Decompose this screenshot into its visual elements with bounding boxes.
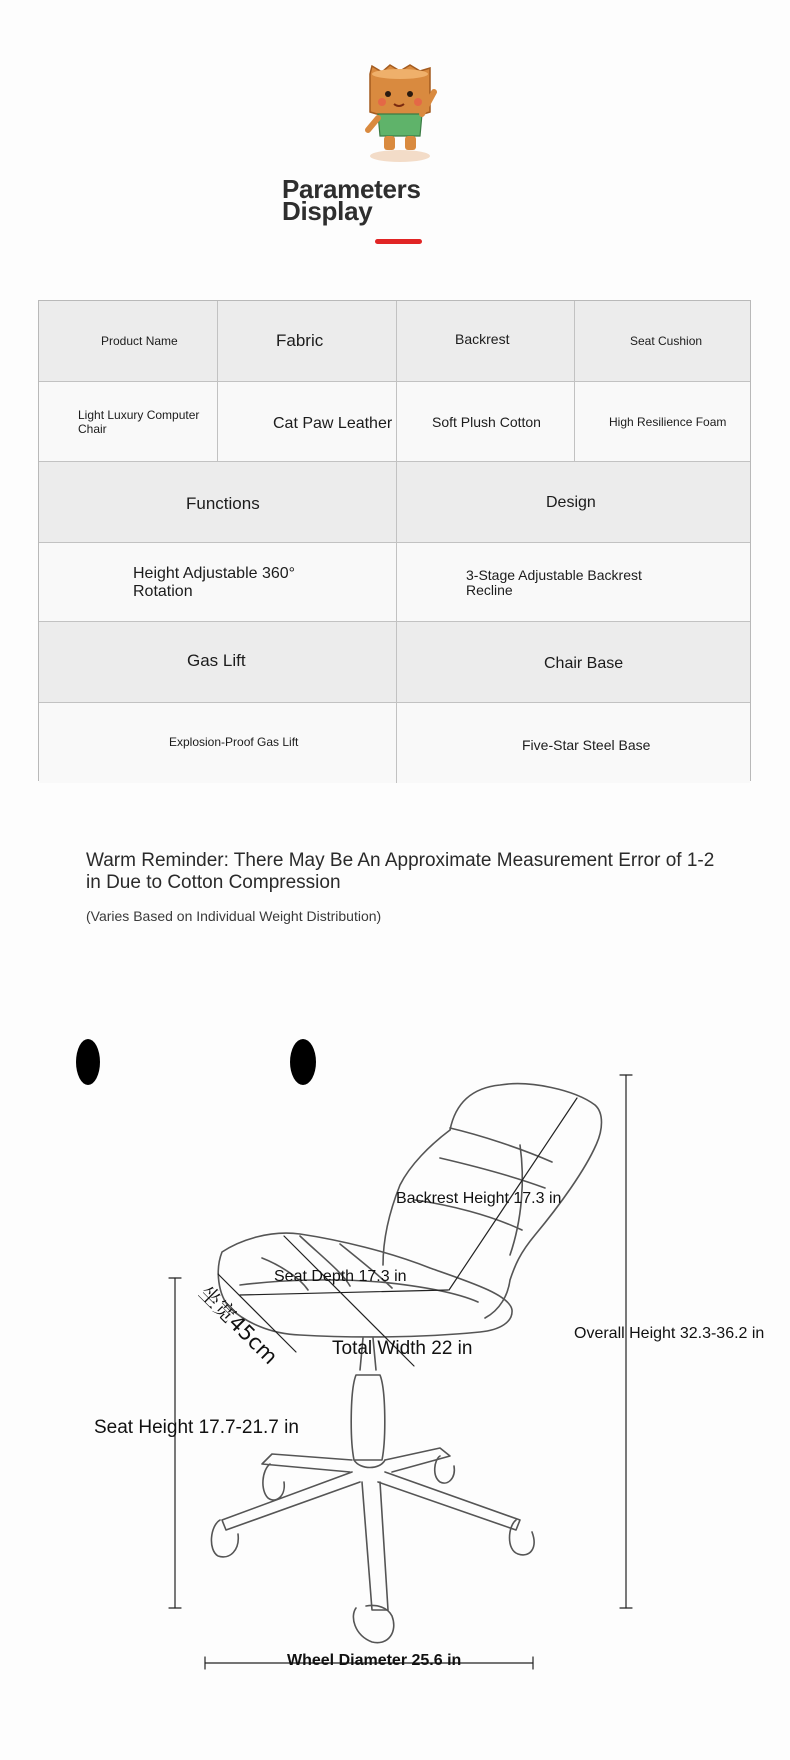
total-width-label: Total Width 22 in bbox=[332, 1338, 473, 1359]
table-cell: Chair Base bbox=[396, 622, 752, 703]
table-cell: Height Adjustable 360° Rotation bbox=[133, 564, 296, 600]
reminder-note: (Varies Based on Individual Weight Distribution) bbox=[86, 908, 382, 924]
table-cell: Five-Star Steel Base bbox=[396, 703, 752, 783]
table-cell: Backrest bbox=[396, 301, 574, 381]
table-row bbox=[39, 702, 750, 783]
table-cell: Gas Lift bbox=[187, 650, 246, 670]
wheel-diameter-label: Wheel Diameter 25.6 in bbox=[287, 1652, 462, 1669]
title-line-2: Display bbox=[282, 196, 373, 226]
table-row bbox=[39, 461, 750, 543]
seat-height-label: Seat Height 17.7-21.7 in bbox=[94, 1417, 299, 1438]
measurement-reminder: Warm Reminder: There May Be An Approximate Measurement Error of 1-2 in Due to Cotton Compression bbox=[86, 850, 715, 893]
chair-dimension-diagram bbox=[0, 1020, 790, 1720]
parameter-table bbox=[38, 300, 751, 781]
table-cell: Fabric bbox=[217, 301, 396, 381]
table-cell: Explosion-Proof Gas Lift bbox=[169, 735, 299, 749]
seat-width-label: 坐宽45cm bbox=[194, 1280, 283, 1370]
office-chair-line-drawing-icon bbox=[0, 1020, 790, 1720]
table-row bbox=[39, 542, 750, 622]
table-cell: Light Luxury Computer Chair bbox=[78, 408, 200, 436]
table-row bbox=[39, 381, 750, 462]
tree-stump-mascot-icon bbox=[360, 62, 440, 162]
table-cell: Design bbox=[396, 462, 752, 543]
table-cell: Product Name bbox=[101, 334, 178, 348]
overall-height-label: Overall Height 32.3-36.2 in bbox=[574, 1325, 765, 1342]
table-cell: Soft Plush Cotton bbox=[396, 382, 574, 462]
title-underline bbox=[375, 239, 422, 244]
page-title bbox=[282, 174, 421, 226]
table-row bbox=[39, 621, 750, 703]
table-cell: High Resilience Foam bbox=[574, 382, 752, 462]
table-cell: Seat Cushion bbox=[574, 301, 752, 381]
seat-depth-label: Seat Depth 17.3 in bbox=[274, 1268, 407, 1285]
table-cell: 3-Stage Adjustable Backrest Recline bbox=[396, 543, 752, 622]
backrest-height-label: Backrest Height 17.3 in bbox=[396, 1190, 562, 1207]
table-cell: Cat Paw Leather bbox=[217, 382, 396, 462]
table-row bbox=[39, 301, 750, 381]
table-cell: Functions bbox=[186, 493, 260, 513]
title-line-1: Parameters bbox=[282, 174, 421, 204]
